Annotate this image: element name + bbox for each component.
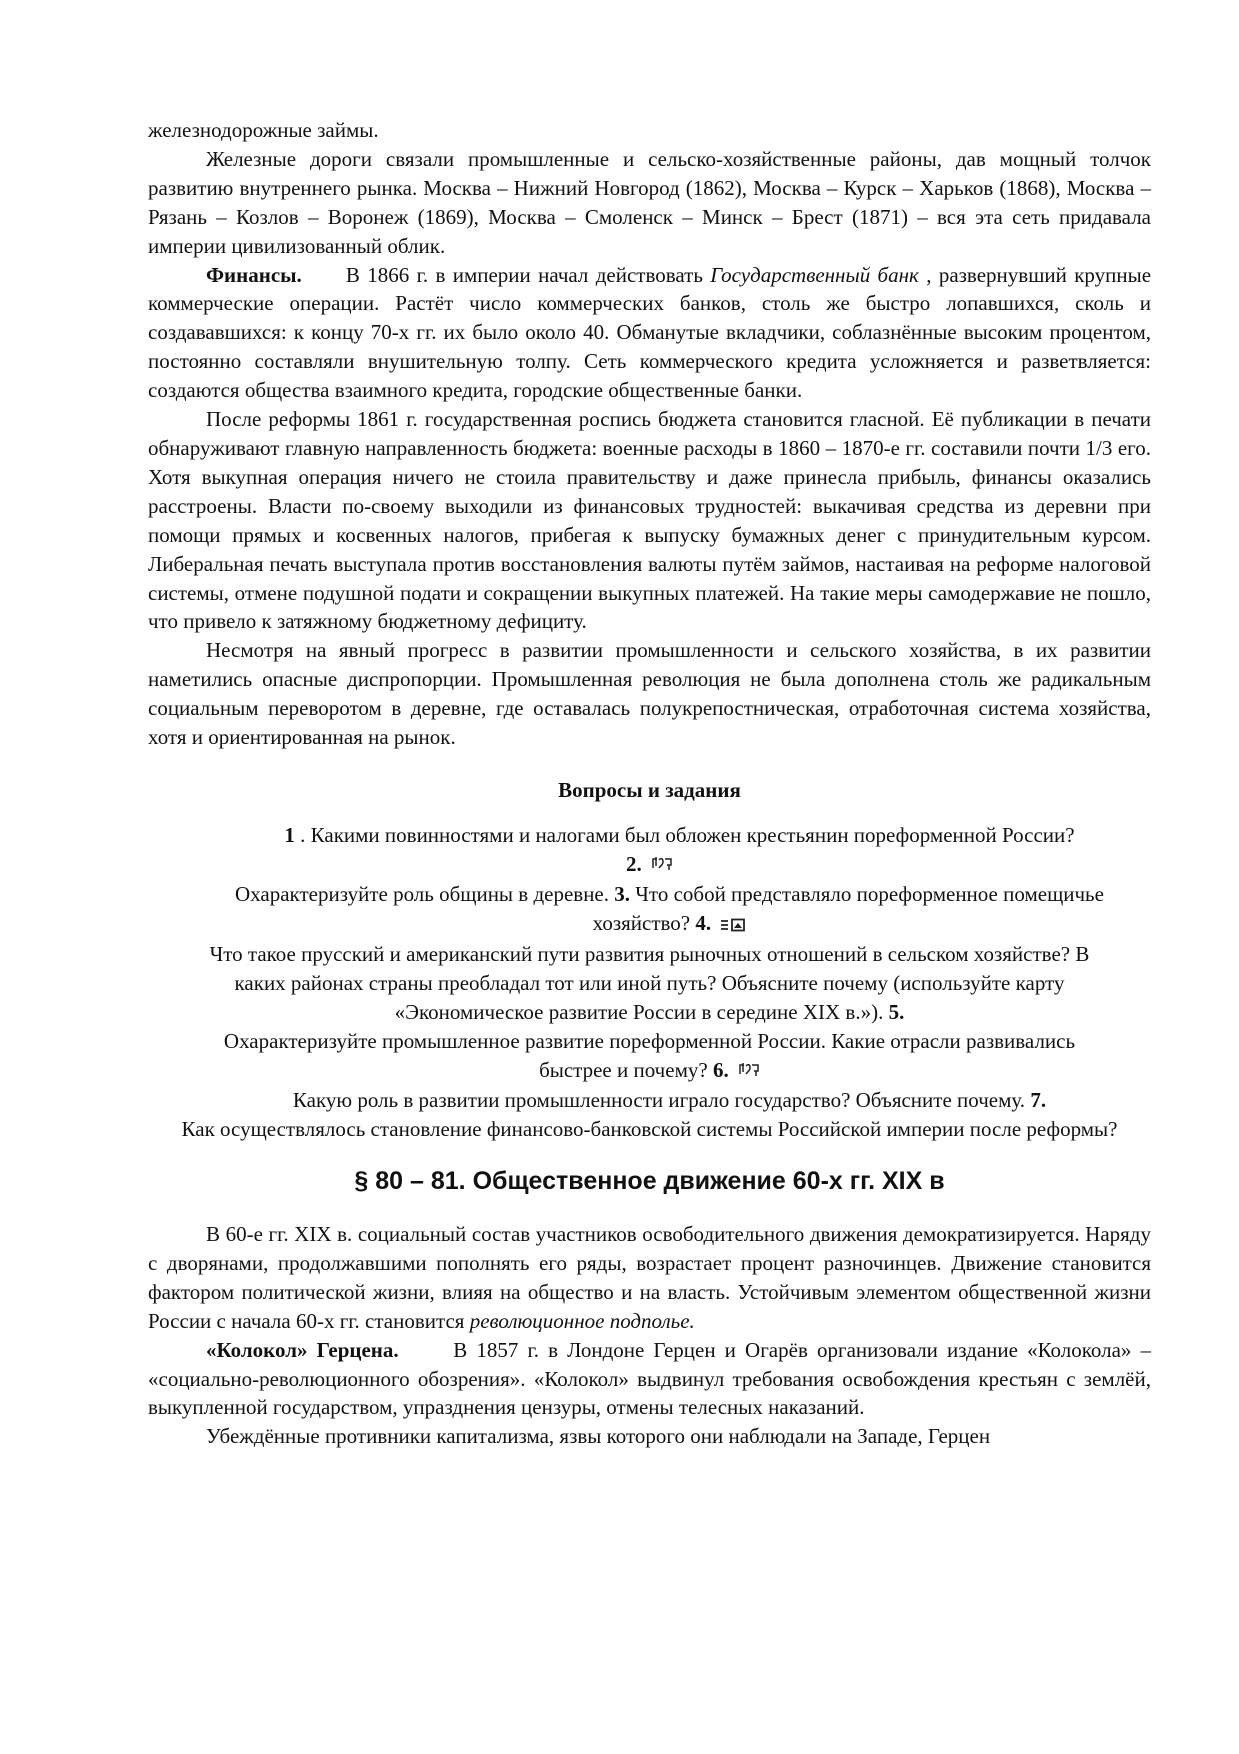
paragraph-lead-kolokol: «Колокол» Герцена. bbox=[206, 1337, 399, 1362]
question-number: 6. bbox=[712, 1057, 729, 1082]
question-text: Охарактеризуйте промышленное развитие пореформенной России. Какие отрасли развивались быстрее и почему? bbox=[223, 1028, 1076, 1082]
paragraph-lead-finance: Финансы. bbox=[206, 262, 302, 287]
question-number: 3. bbox=[614, 882, 631, 907]
paragraph-budget: После реформы 1861 г. государственная роспись бюджета становится гласной. Её публикации в печати обнаруживают главную направленность бюджета: военные расходы в 1860 – 1870-е гг. составили почти 1/3 его. Хотя выкупная операция ничего не стоила правительству и даже принесла прибыль, финансы оказались расстроены. Власти по-своему выходили из финансовых трудностей: выкачивая средства из деревни при помощи прямых и косвенных налогов, прибегая к выпуску бумажных денег с принудительным курсом. Либеральная печать выступала против восстановления валюты путём займов, настаивая на реформе налоговой системы, отмене подушной подати и сокращении выкупных платежей. На такие меры самодержавие не пошло, что привело к затяжному бюджетному дефициту. bbox=[148, 407, 1151, 634]
question-number: 1 bbox=[284, 822, 295, 847]
document-icon bbox=[720, 911, 746, 940]
question-6 bbox=[148, 1086, 1151, 1115]
question-number: 2. bbox=[626, 851, 642, 876]
paragraph-kolokol bbox=[148, 1336, 1151, 1423]
document-page bbox=[148, 116, 1151, 1451]
question-text: Как осуществлялось становление финансово-банковской системы Российской империи после реформы? bbox=[181, 1117, 1118, 1142]
question-7 bbox=[148, 1115, 1151, 1144]
paragraph-railways: Железные дороги связали промышленные и сельско-хозяйственные районы, дав мощный толчок развитию внутреннего рынка. Москва – Нижний Новгород (1862), Москва – Курск – Харьков (1868), Москва – Рязань – Козлов – Воронеж (1869), Москва – Смоленск – Минск – Брест (1871) – вся эта сеть придавала империи цивилизованный облик. bbox=[148, 146, 1151, 258]
paragraph-text: В 60-е гг. XIX в. социальный состав участников освободительного движения демократизируется. Наряду с дворянами, продолжавшими пополнять его ряды, возрастает процент разночинцев. Движение становится фактором политической жизни, влияя на общество и на власть. Устойчивым элементом общественной жизни России с начала 60-х гг. становится bbox=[148, 1222, 1151, 1333]
question-1 bbox=[148, 821, 1151, 850]
question-number: 4. bbox=[695, 911, 712, 936]
questions-heading: Вопросы и задания bbox=[558, 777, 741, 802]
paragraph-finance-post: , развернувший крупные коммерческие операции. Растёт число коммерческих банков, столь же быстро лопавшихся, сколь и создававшихся: к концу 70-х гг. их было около 40. Обманутые вкладчики, соблазнённые высоким процентом, постоянно составляли внушительную толпу. Сеть коммерческого кредита усложняется и разветвляется: создаются общества взаимного кредита, городские общественные банки. bbox=[148, 262, 1152, 403]
revolutionary-underground-term: революционное подполье. bbox=[469, 1308, 695, 1333]
discussion-icon bbox=[651, 851, 673, 880]
paragraph-1: железнодорожные займы. bbox=[148, 118, 379, 142]
state-bank-term: Государственный банк bbox=[710, 262, 919, 287]
question-4 bbox=[148, 940, 1151, 1027]
question-number: 7. bbox=[1030, 1088, 1047, 1113]
questions-block bbox=[148, 821, 1151, 1144]
question-text: Какую роль в развитии промышленности играло государство? Объясните почему. bbox=[292, 1088, 1026, 1113]
question-text: . Какими повинностями и налогами был обложен крестьянин пореформенной России? bbox=[294, 822, 1075, 847]
question-2-line bbox=[148, 850, 1151, 881]
paragraph-finance bbox=[148, 261, 1151, 406]
paragraph-disproportions: Несмотря на явный прогресс в развитии промышленности и сельского хозяйства, в их развитии наметились опасные диспропорции. Промышленная революция не была дополнена столь же радикальным социальным переворотом в деревне, где оставалась полукрепостническая, отработочная система хозяйства, хотя и ориентированная на рынок. bbox=[148, 638, 1151, 750]
question-2-3 bbox=[148, 880, 1151, 940]
paragraph-social-movement bbox=[148, 1220, 1151, 1336]
question-text: Охарактеризуйте роль общины в деревне. bbox=[235, 882, 610, 907]
paragraph-last: Убеждённые противники капитализма, язвы которого они наблюдали на Западе, Герцен bbox=[206, 1424, 991, 1449]
question-text: Что собой представляло пореформенное помещичье хозяйство? bbox=[592, 882, 1104, 936]
question-number: 5. bbox=[888, 999, 905, 1024]
question-5 bbox=[148, 1027, 1151, 1087]
question-text: Что такое прусский и американский пути развития рыночных отношений в сельском хозяйстве? В каких районах страны преобладал тот или иной путь? Объясните почему (используйте карту «Экономическое развитие России в середине XIX в.»). bbox=[209, 941, 1090, 1024]
discussion-icon bbox=[738, 1057, 760, 1086]
section-title: § 80 – 81. Общественное движение 60-х гг. XIX в bbox=[354, 1167, 945, 1196]
paragraph-text: В 1857 г. в Лондоне Герцен и Огарёв организовали издание «Колокола» – «социально-революционного обозрения». «Колокол» выдвинул требования освобождения крестьян с землёй, выкупленной государством, упразднения цензуры, отмены телесных наказаний. bbox=[148, 1337, 1152, 1420]
paragraph-finance-pre: В 1866 г. в империи начал действовать bbox=[345, 262, 703, 287]
